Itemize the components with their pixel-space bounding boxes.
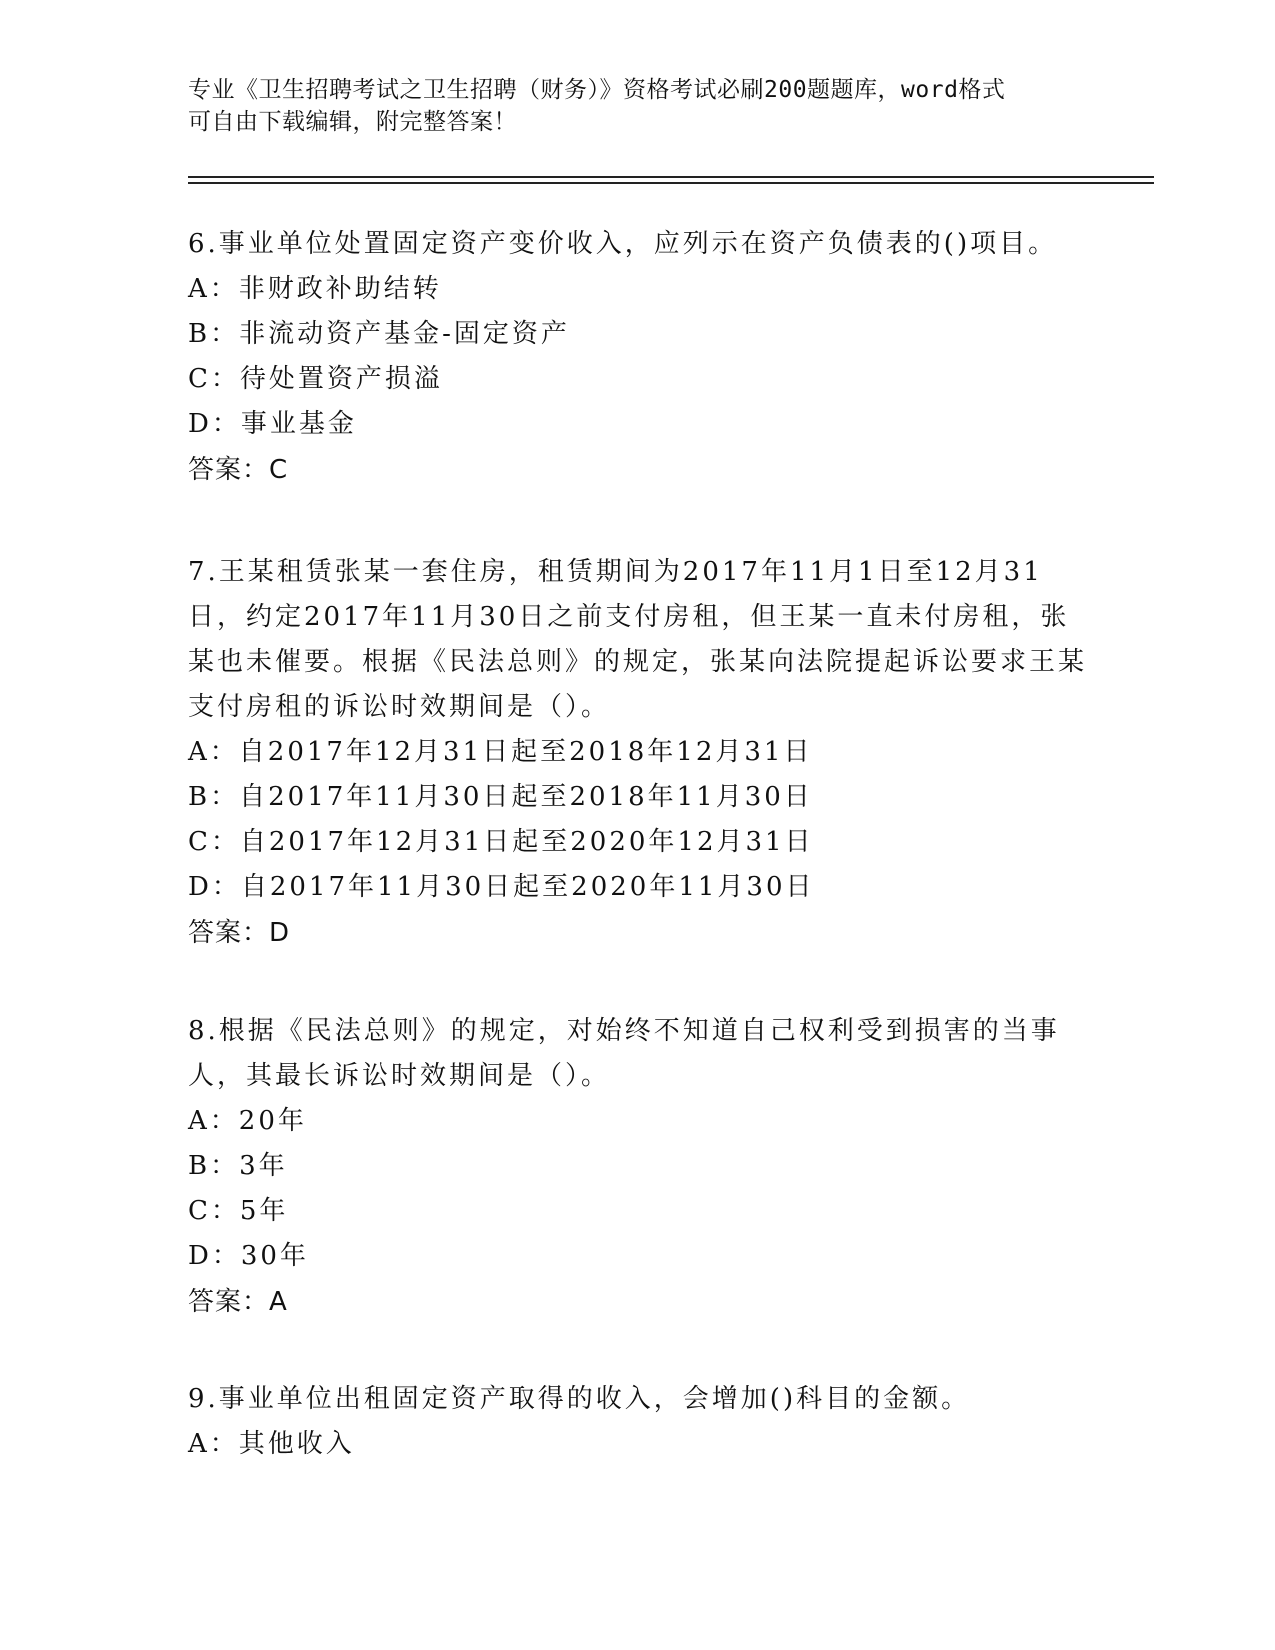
option-d: D：事业基金: [188, 409, 357, 439]
header-divider-bottom: [188, 182, 1154, 184]
option-b: B：非流动资产基金-固定资产: [188, 319, 570, 349]
option-a: A：20年: [188, 1106, 307, 1136]
question-text: 9.事业单位出租固定资产取得的收入，会增加()科目的金额。: [188, 1384, 971, 1414]
header-line-2: 可自由下载编辑，附完整答案！: [188, 109, 517, 135]
option-b: B：自2017年11月30日起至2018年11月30日: [188, 782, 813, 812]
header-line-1: 专业《卫生招聘考试之卫生招聘（财务）》资格考试必刷200题题库，word格式: [188, 77, 1006, 103]
option-c: C：5年: [188, 1196, 289, 1226]
option-d: D：自2017年11月30日起至2020年11月30日: [188, 872, 815, 902]
option-d: D：30年: [188, 1241, 309, 1271]
answer: 答案：D: [188, 918, 291, 948]
answer: 答案：C: [188, 455, 289, 485]
question-6: [188, 222, 1088, 493]
question-7: [188, 550, 1088, 956]
answer: 答案：A: [188, 1287, 288, 1317]
question-text: 6.事业单位处置固定资产变价收入，应列示在资产负债表的()项目。: [188, 229, 1058, 259]
question-8: [188, 1009, 1088, 1325]
option-a: A：非财政补助结转: [188, 274, 442, 304]
option-b: B：3年: [188, 1151, 288, 1181]
option-c: C：自2017年12月31日起至2020年12月31日: [188, 827, 814, 857]
document-header: [188, 74, 1078, 138]
header-divider-top: [188, 176, 1154, 178]
question-9: [188, 1377, 1088, 1467]
question-text: 8.根据《民法总则》的规定，对始终不知道自己权利受到损害的当事人，其最长诉讼时效期间是（）。: [188, 1016, 1060, 1091]
option-a: A：自2017年12月31日起至2018年12月31日: [188, 737, 813, 767]
option-c: C：待处置资产损溢: [188, 364, 443, 394]
option-a: A：其他收入: [188, 1429, 355, 1459]
question-text: 7.王某租赁张某一套住房，租赁期间为2017年11月1日至12月31日，约定2017年11月30日之前支付房租，但王某一直未付房租，张某也未催要。根据《民法总则》的规定，张某向法院提起诉讼要求王某支付房租的诉讼时效期间是（）。: [188, 557, 1088, 722]
